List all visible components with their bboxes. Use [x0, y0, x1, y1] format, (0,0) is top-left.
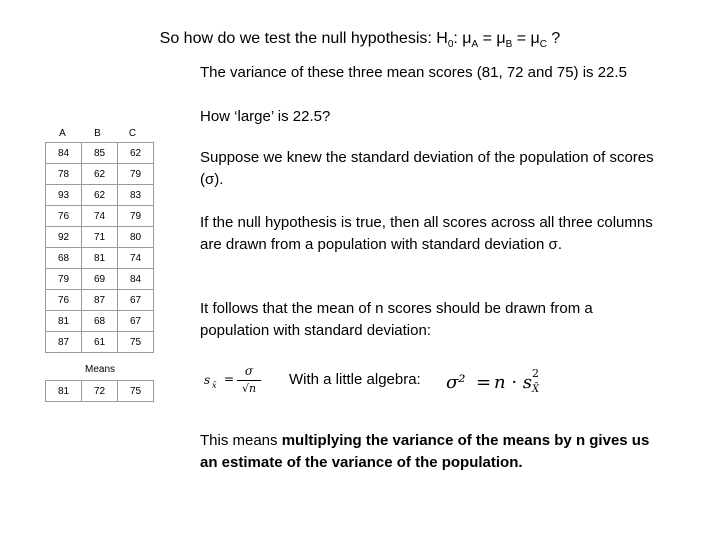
- variance-statement: The variance of these three mean scores (81, 72 and 75) is 22.5: [200, 64, 627, 81]
- algebra-label: With a little algebra:: [289, 371, 421, 388]
- table-row: [46, 164, 154, 185]
- table-cell: 74: [82, 206, 118, 227]
- table-cell: 78: [46, 164, 82, 185]
- table-cell: 61: [82, 332, 118, 353]
- table-cell: 79: [46, 269, 82, 290]
- how-large-question: How ‘large’ is 22.5?: [200, 108, 331, 125]
- table-cell: 83: [118, 185, 154, 206]
- conclusion-paragraph: This means multiplying the variance of the means by n gives us an estimate of the variance of the population.: [200, 432, 650, 471]
- table-cell: 87: [46, 332, 82, 353]
- table-cell: 68: [46, 248, 82, 269]
- table-cell: 76: [46, 206, 82, 227]
- table-row: [46, 311, 154, 332]
- table-cell: 71: [82, 227, 118, 248]
- mean-c: 75: [118, 381, 154, 402]
- table-cell: 81: [46, 311, 82, 332]
- column-header-b: B: [94, 128, 101, 139]
- table-cell: 81: [82, 248, 118, 269]
- table-cell: 79: [118, 164, 154, 185]
- means-label: Means: [84, 364, 115, 375]
- table-cell: 76: [46, 290, 82, 311]
- means-row: [46, 381, 154, 402]
- table-cell: 67: [118, 311, 154, 332]
- table-row: [46, 248, 154, 269]
- column-header-a: A: [59, 128, 66, 139]
- table-row: [46, 185, 154, 206]
- mean-b: 72: [82, 381, 118, 402]
- mean-a: 81: [46, 381, 82, 402]
- table-row: [46, 143, 154, 164]
- table-cell: 92: [46, 227, 82, 248]
- means-table: [45, 380, 154, 402]
- table-cell: 93: [46, 185, 82, 206]
- table-row: [46, 206, 154, 227]
- table-cell: 74: [118, 248, 154, 269]
- population-variance-formula: σ² = n · s 2 X̄: [446, 367, 540, 395]
- table-cell: 84: [46, 143, 82, 164]
- slide-title: So how do we test the null hypothesis: $H_0$: $\mu_A = \mu_B = \mu_C$ ?: [159, 30, 561, 51]
- table-cell: 87: [82, 290, 118, 311]
- table-cell: 62: [82, 185, 118, 206]
- table-cell: 62: [118, 143, 154, 164]
- table-cell: 75: [118, 332, 154, 353]
- table-cell: 84: [118, 269, 154, 290]
- table-cell: 69: [82, 269, 118, 290]
- table-cell: 79: [118, 206, 154, 227]
- table-row: [46, 269, 154, 290]
- scores-table: [45, 142, 154, 353]
- table-cell: 67: [118, 290, 154, 311]
- table-cell: 85: [82, 143, 118, 164]
- null-hypothesis-paragraph: If the null hypothesis is true, then all scores across all three columns are drawn from a population with standard deviation σ.: [200, 214, 653, 253]
- column-header-c: C: [128, 128, 137, 139]
- fraction-bar: [237, 380, 261, 381]
- standard-error-formula: s x̄ = σ √n: [204, 364, 266, 400]
- table-row: [46, 227, 154, 248]
- table-cell: 68: [82, 311, 118, 332]
- table-cell: 62: [82, 164, 118, 185]
- table-row: [46, 332, 154, 353]
- table-row: [46, 290, 154, 311]
- suppose-paragraph: Suppose we knew the standard deviation of the population of scores (σ).: [200, 149, 654, 188]
- table-cell: 80: [118, 227, 154, 248]
- follows-paragraph: It follows that the mean of n scores should be drawn from a population with standard deviation:: [200, 300, 593, 339]
